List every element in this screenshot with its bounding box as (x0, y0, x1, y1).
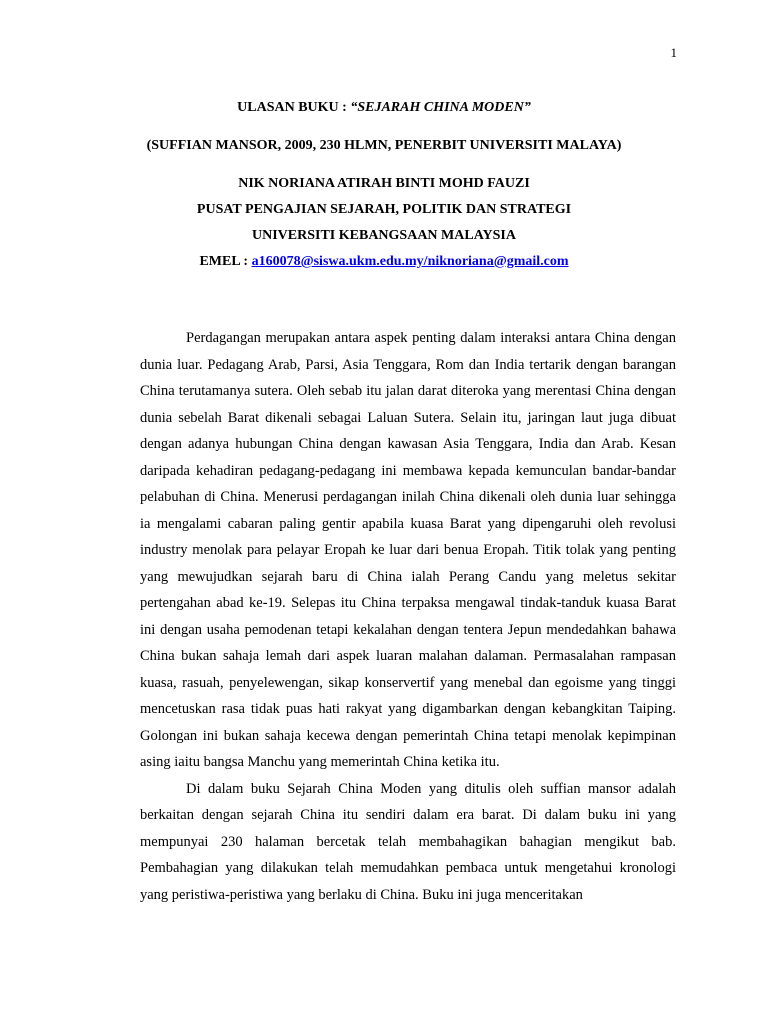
paragraph: Di dalam buku Sejarah China Moden yang ditulis oleh suffian mansor adalah berkaitan dengan sejarah China itu sendiri dalam era barat. Di dalam buku ini yang mempunyai 230 halaman bercetak telah membahagikan bahagian mengikut bab. Pembahagian yang dilakukan telah memudahkan pembaca untuk mengetahui kronologi yang peristiwa-peristiwa yang berlaku di China. Buku ini juga menceritakan (140, 780, 676, 903)
paragraph: Perdagangan merupakan antara aspek penting dalam interaksi antara China dengan dunia luar. Pedagang Arab, Parsi, Asia Tenggara, Rom dan India tertarik dengan barangan China terutamanya sutera. Oleh sebab itu jalan darat diteroka yang merentasi China dengan dunia sebelah Barat dikenali sebagai Laluan Sutera. Selain itu, jaringan laut juga dibuat dengan adanya hubungan China dengan kawasan Asia Tenggara, India dan Arab. Kesan daripada kehadiran pedagang-pedagang ini membawa kepada kemunculan bandar-bandar pelabuhan di China. Menerusi perdagangan inilah China dikenali oleh dunia luar sehingga ia mengalami cabaran paling gentir apabila kuasa Barat yang dipengaruhi oleh revolusi industry menolak para pelayar Eropah ke luar dari benua Eropah. Titik tolak yang penting yang mewujudkan sejarah baru di China ialah Perang Candu yang meletus sekitar pertengahan abad ke-19. Selepas itu China terpaksa mengawal tindak-tanduk kuasa Barat ini dengan usaha pemodenan tetapi kekalahan dengan tentera Jepun mendedahkan bahawa China bukan sahaja lemah dari aspek luaran malahan dalaman. Permasalahan rampasan kuasa, rasuah, penyelewengan, sikap konservertif yang menebal dan egoisme yang tinggi mencetuskan rasa tidak puas hati rakyat yang digambarkan dengan kebangkitan Taiping. Golongan ini bukan sahaja kecewa dengan pemerintah China tetapi menolak kepimpinan asing iaitu bangsa Manchu yang memerintah China ketika itu. (140, 330, 676, 770)
email-link[interactable]: a160078@siswa.ukm.edu.my/niknoriana@gmail.com (251, 254, 569, 269)
email-line (0, 252, 768, 278)
university-name: UNIVERSITI KEBANGSAAN MALAYSIA (252, 228, 516, 243)
email-label: EMEL : (199, 254, 252, 269)
document-header (0, 98, 768, 278)
review-title (0, 98, 768, 124)
book-title: “SEJARAH CHINA MODEN” (350, 100, 531, 115)
department-name: PUSAT PENGAJIAN SEJARAH, POLITIK DAN STRATEGI (196, 202, 572, 217)
author-name: NIK NORIANA ATIRAH BINTI MOHD FAUZI (238, 176, 530, 191)
page-number: 1 (670, 45, 677, 60)
book-citation: (SUFFIAN MANSOR, 2009, 230 HLMN, PENERBIT UNIVERSITI MALAYA) (146, 138, 622, 153)
body-text (140, 325, 676, 908)
review-title-prefix: ULASAN BUKU : (237, 100, 351, 115)
